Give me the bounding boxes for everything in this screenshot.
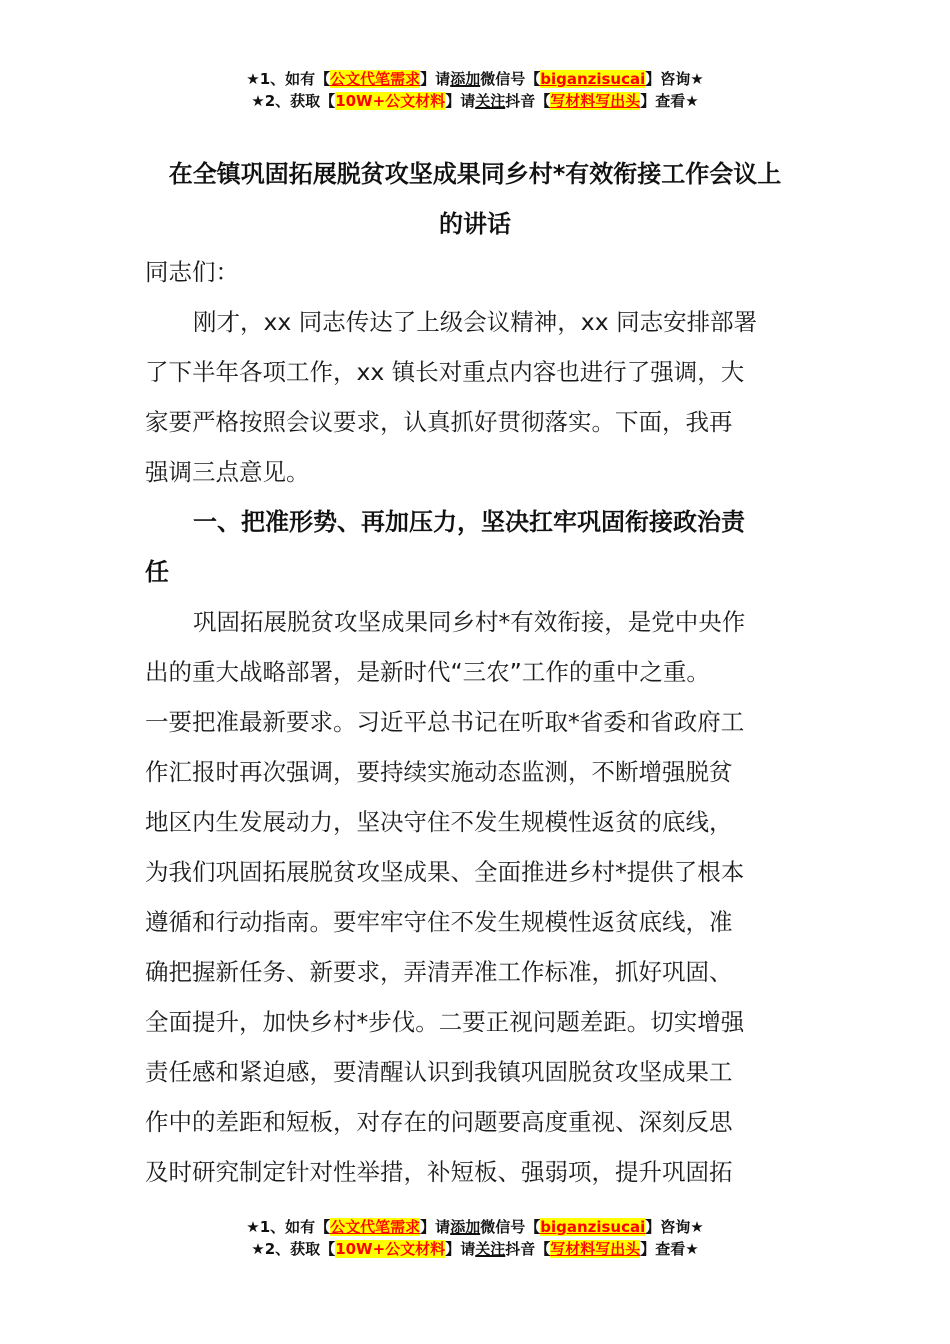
promo-line-2 xyxy=(0,90,950,112)
section-heading-line: 一、把准形势、再加压力，坚决扛牢巩固衔接政治责 xyxy=(193,508,745,536)
body-text-line: 家要严格按照会议要求，认真抓好贯彻落实。下面，我再 xyxy=(145,408,733,436)
promo-text: 】请 xyxy=(445,1240,476,1258)
promo-wechat-id: biganzisucai xyxy=(540,1218,646,1236)
promo-text: ★1、如有【 xyxy=(246,1218,331,1236)
promo-text: 】咨询★ xyxy=(645,70,704,88)
promo-wechat-id: biganzisucai xyxy=(540,70,646,88)
body-text-line: 刚才，xx 同志传达了上级会议精神，xx 同志安排部署 xyxy=(193,308,758,336)
promo-text: 】查看★ xyxy=(640,92,699,110)
section-heading-line: 任 xyxy=(145,558,169,586)
promo-highlight: 公文代笔需求 xyxy=(330,70,421,88)
body-text-line: 全面提升，加快乡村*步伐。二要正视问题差距。切实增强 xyxy=(145,1008,745,1036)
body-text-line: 同志们： xyxy=(145,258,239,286)
body-text-line: 确把握新任务、新要求，弄清弄准工作标准，抓好巩固、 xyxy=(145,958,733,986)
body-text-line: 遵循和行动指南。要牢牢守住不发生规模性返贫底线，准 xyxy=(145,908,733,936)
promo-text: ★2、获取【 xyxy=(251,92,336,110)
body-text-line: 强调三点意见。 xyxy=(145,458,310,486)
promo-text: 抖音【 xyxy=(505,1240,551,1258)
body-text-line: 一要把准最新要求。习近平总书记在听取*省委和省政府工 xyxy=(145,708,745,736)
promo-line-1 xyxy=(0,68,950,90)
body-text-line: 巩固拓展脱贫攻坚成果同乡村*有效衔接，是党中央作 xyxy=(193,608,746,636)
body-text-line: 及时研究制定针对性举措，补短板、强弱项，提升巩固拓 xyxy=(145,1158,733,1186)
promo-highlight: 公文代笔需求 xyxy=(330,1218,421,1236)
promo-line-2 xyxy=(0,1238,950,1260)
promo-underlined: 添加 xyxy=(450,1218,481,1236)
promo-line-1 xyxy=(0,1216,950,1238)
promo-douyin-id: 写材料写出头 xyxy=(550,1240,641,1258)
document-body xyxy=(145,247,810,1197)
promo-douyin-id: 写材料写出头 xyxy=(550,92,641,110)
body-text-line: 为我们巩固拓展脱贫攻坚成果、全面推进乡村*提供了根本 xyxy=(145,858,745,886)
body-text-line: 了下半年各项工作，xx 镇长对重点内容也进行了强调，大 xyxy=(145,358,745,386)
promo-text: 】请 xyxy=(420,1218,451,1236)
promo-text: ★1、如有【 xyxy=(246,70,331,88)
body-text-line: 地区内生发展动力，坚决守住不发生规模性返贫的底线， xyxy=(145,808,733,836)
document-title-line-2: 的讲话 xyxy=(439,210,511,238)
body-text-line: 责任感和紧迫感，要清醒认识到我镇巩固脱贫攻坚成果工 xyxy=(145,1058,733,1086)
promo-text: ★2、获取【 xyxy=(251,1240,336,1258)
promo-banner-bottom xyxy=(0,1216,950,1260)
body-text-line: 作中的差距和短板，对存在的问题要高度重视、深刻反思 xyxy=(145,1108,733,1136)
promo-text: 】请 xyxy=(420,70,451,88)
body-text-line: 出的重大战略部署，是新时代“三农”工作的重中之重。 xyxy=(145,658,710,686)
promo-text: 微信号【 xyxy=(480,70,541,88)
promo-underlined: 关注 xyxy=(475,92,506,110)
promo-text: 抖音【 xyxy=(505,92,551,110)
promo-highlight: 10W+公文材料 xyxy=(335,92,446,110)
promo-text: 】查看★ xyxy=(640,1240,699,1258)
promo-text: 】请 xyxy=(445,92,476,110)
promo-banner-top xyxy=(0,68,950,112)
document-title-line-1: 在全镇巩固拓展脱贫攻坚成果同乡村*有效衔接工作会议上 xyxy=(168,160,782,188)
promo-underlined: 关注 xyxy=(475,1240,506,1258)
promo-text: 】咨询★ xyxy=(645,1218,704,1236)
promo-text: 微信号【 xyxy=(480,1218,541,1236)
promo-underlined: 添加 xyxy=(450,70,481,88)
promo-highlight: 10W+公文材料 xyxy=(335,1240,446,1258)
body-text-line: 作汇报时再次强调，要持续实施动态监测，不断增强脱贫 xyxy=(145,758,733,786)
